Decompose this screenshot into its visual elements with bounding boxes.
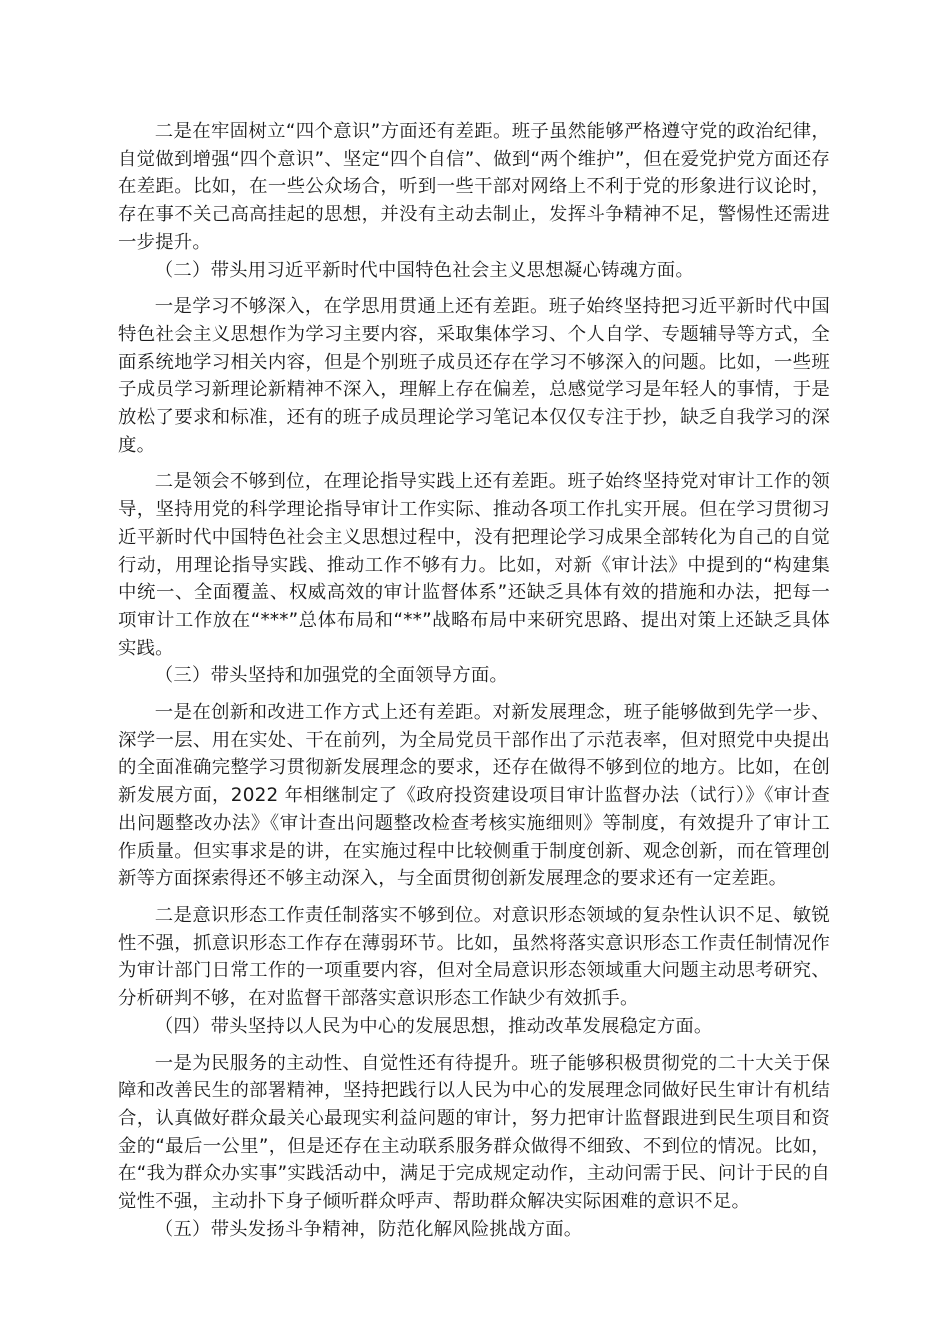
paragraph-innovation: 一是在创新和改进工作方式上还有差距。对新发展理念，班子能够做到先学一步、深学一层、用在实处、干在前列，为全局党员干部作出了示范表率，但对照党中央提出的全面准确完整学习贯彻新发展理念的要求，还存在做得不够到位的地方。比如，在创新发展方面，2022 年相继制定了《政府投资建设项目审计监督办法（试行）》《审计查出问题整改办法》《审计查出问题整改检查考核实施细则》等制度，有效提升了审计工作质量。但实事求是的讲，在实施过程中比较侧重于制度创新、观念创新，而在管理创新等方面探索得还不够主动深入，与全面贯彻创新发展理念的要求还有一定差距。 — [118, 702, 830, 890]
paragraph-political-awareness: 二是在牢固树立“四个意识”方面还有差距。班子虽然能够严格遵守党的政治纪律，自觉做到增强“四个意识”、坚定“四个自信”、做到“两个维护”，但在爱党护党方面还存在差距。比如，在一些公众场合，听到一些干部对网络上不利于党的形象进行议论时，存在事不关己高高挂起的思想，并没有主动去制止，发挥斗争精神不足，警惕性还需进一步提升。 — [118, 121, 830, 253]
paragraph-people-service: 一是为民服务的主动性、自觉性还有待提升。班子能够积极贯彻党的二十大关于保障和改善民生的部署精神，坚持把践行以人民为中心的发展理念同做好民生审计有机结合，认真做好群众最关心最现实利益问题的审计，努力把审计监督跟进到民生项目和资金的“最后一公里”，但是还存在主动联系服务群众做得不细致、不到位的情况。比如，在“我为群众办实事”实践活动中，满足于完成规定动作，主动问需于民、问计于民的自觉性不强，主动扑下身子倾听群众呼声、帮助群众解决实际困难的意识不足。 — [118, 1052, 830, 1213]
document-page — [118, 118, 830, 1243]
paragraph-study-depth: 一是学习不够深入，在学思用贯通上还有差距。班子始终坚持把习近平新时代中国特色社会主义思想作为学习主要内容，采取集体学习、个人自学、专题辅导等方式，全面系统地学习相关内容，但是个别班子成员还存在学习不够深入的问题。比如，一些班子成员学习新理论新精神不深入，理解上存在偏差，总感觉学习是年轻人的事情，于是放松了要求和标准，还有的班子成员理论学习笔记本仅仅专注于抄，缺乏自我学习的深度。 — [118, 296, 830, 456]
section-heading-5: （五）带头发扬斗争精神，防范化解风险挑战方面。 — [154, 1218, 583, 1240]
paragraph-theory-practice: 二是领会不够到位，在理论指导实践上还有差距。班子始终坚持党对审计工作的领导，坚持用党的科学理论指导审计工作实际、推动各项工作扎实开展。但在学习贯彻习近平新时代中国特色社会主义思想过程中，没有把理论学习成果全部转化为自己的自觉行动，用理论指导实践、推动工作不够有力。比如，对新《审计法》中提到的“构建集中统一、全面覆盖、权威高效的审计监督体系”还缺乏具体有效的措施和办法，把每一项审计工作放在“***”总体布局和“**”战略布局中来研究思路、提出对策上还缺乏具体实践。 — [118, 471, 830, 659]
section-heading-3: （三）带头坚持和加强党的全面领导方面。 — [154, 665, 509, 687]
section-heading-2: （二）带头用习近平新时代中国特色社会主义思想凝心铸魂方面。 — [154, 259, 694, 281]
paragraph-ideology: 二是意识形态工作责任制落实不够到位。对意识形态领域的复杂性认识不足、敏锐性不强，抓意识形态工作存在薄弱环节。比如，虽然将落实意识形态工作责任制情况作为审计部门日常工作的一项重要内容，但对全局意识形态领域重大问题主动思考研究、分析研判不够，在对监督干部落实意识形态工作缺少有效抓手。 — [118, 904, 830, 1010]
section-heading-4: （四）带头坚持以人民为中心的发展思想，推动改革发展稳定方面。 — [154, 1015, 713, 1037]
